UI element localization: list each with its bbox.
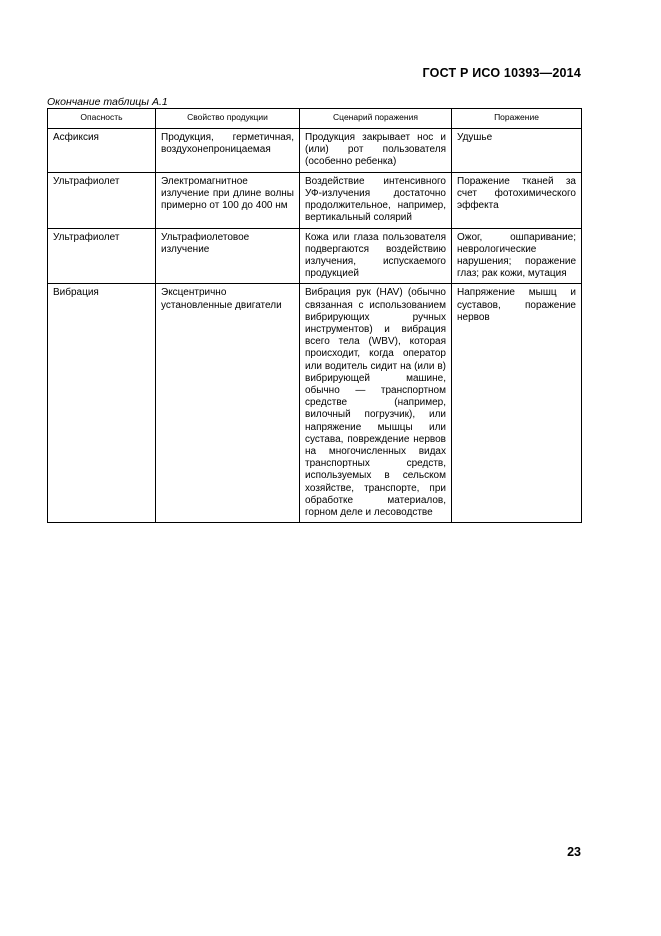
column-header-injury-scenario: Сценарий поражения — [300, 109, 452, 129]
cell-product-property: Ультрафиолетовое излучение — [156, 228, 300, 284]
cell-hazard: Ультрафиолет — [48, 228, 156, 284]
cell-product-property: Эксцентрично установленные двигатели — [156, 284, 300, 523]
cell-injury: Поражение тканей за счет фотохимического эффекта — [452, 172, 582, 228]
cell-injury: Ожог, ошпаривание; неврологические нарушения; поражение глаз; рак кожи, мутация — [452, 228, 582, 284]
cell-product-property: Продукция, герметичная, воздухонепроницаемая — [156, 129, 300, 173]
table-header-row — [48, 109, 582, 129]
hazard-table — [47, 108, 582, 523]
cell-hazard: Вибрация — [48, 284, 156, 523]
table-row — [48, 284, 582, 523]
cell-injury-scenario: Продукция закрывает нос и (или) рот пользователя (особенно ребенка) — [300, 129, 452, 173]
cell-hazard: Ультрафиолет — [48, 172, 156, 228]
page-number: 23 — [567, 845, 581, 859]
table-row — [48, 172, 582, 228]
cell-injury: Удушье — [452, 129, 582, 173]
cell-product-property: Электромагнитное излучение при длине волны примерно от 100 до 400 нм — [156, 172, 300, 228]
column-header-injury: Поражение — [452, 109, 582, 129]
table-row — [48, 129, 582, 173]
document-header: ГОСТ Р ИСО 10393—2014 — [422, 66, 581, 80]
cell-hazard: Асфиксия — [48, 129, 156, 173]
table-row — [48, 228, 582, 284]
cell-injury-scenario: Воздействие интенсивного УФ-излучения достаточно продолжительное, например, вертикальный солярий — [300, 172, 452, 228]
cell-injury: Напряжение мышц и суставов, поражение нервов — [452, 284, 582, 523]
cell-injury-scenario: Вибрация рук (HAV) (обычно связанная с использованием вибрирующих ручных инструментов) и вибрация всего тела (WBV), которая происходит, когда оператор или водитель сидит на (или в) вибрирующей машине, обычно — транспортном средстве (например, вилочный погрузчик), или напряжение мышцы или сустава, повреждение нервов на многочисленных видах транспортных средств, используемых в сельском хозяйстве, транспорте, при обработке материалов, горном деле и лесоводстве — [300, 284, 452, 523]
cell-injury-scenario: Кожа или глаза пользователя подвергаются воздействию излучения, испускаемого продукцией — [300, 228, 452, 284]
column-header-product-property: Свойство продукции — [156, 109, 300, 129]
table-caption: Окончание таблицы А.1 — [47, 96, 168, 108]
column-header-hazard: Опасность — [48, 109, 156, 129]
